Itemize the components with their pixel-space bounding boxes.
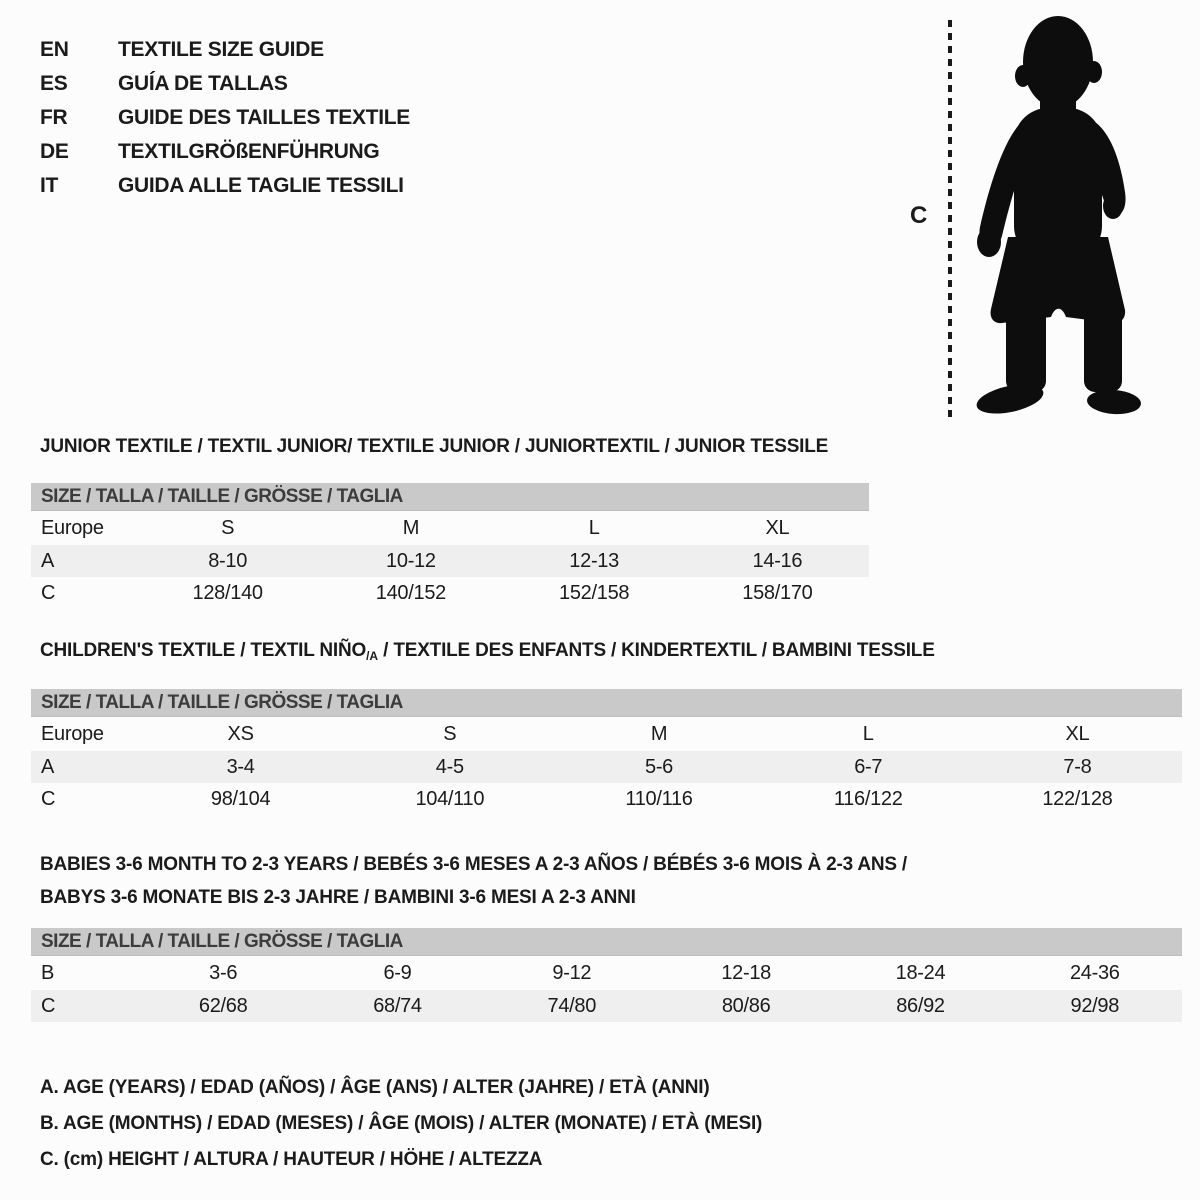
language-title: TEXTILGRÖßENFÜHRUNG: [118, 140, 380, 163]
row-label: B: [41, 961, 55, 984]
language-title: GUIDE DES TAILLES TEXTILE: [118, 106, 410, 129]
language-code: DE: [40, 140, 69, 163]
baby-leg-right: [1084, 292, 1122, 392]
table-row: [31, 990, 1182, 1022]
cell-value: S: [443, 722, 457, 745]
height-measure-dashed-line: [948, 20, 952, 417]
cell-value: 8-10: [208, 549, 248, 572]
cell-value: 86/92: [896, 994, 945, 1017]
junior-size-table: [31, 483, 869, 609]
table-row: [31, 717, 1182, 751]
cell-value: L: [862, 722, 874, 745]
cell-value: 80/86: [721, 994, 771, 1017]
baby-silhouette: [962, 12, 1147, 422]
language-title: GUÍA DE TALLAS: [118, 72, 288, 95]
cell-value: 3-6: [209, 961, 238, 984]
cell-value: 24-36: [1069, 961, 1120, 984]
cell-value: 140/152: [375, 581, 446, 604]
cell-value: 128/140: [192, 581, 263, 604]
cell-value: 6-7: [854, 755, 883, 778]
language-code: EN: [40, 38, 69, 61]
babies-section-heading: [40, 848, 907, 914]
cell-value: 4-5: [435, 755, 464, 778]
footnote-line-c: C. (cm) HEIGHT / ALTURA / HAUTEUR / HÖHE / ALTEZZA: [40, 1149, 543, 1170]
table-row: [31, 956, 1182, 990]
language-code: FR: [40, 106, 68, 129]
language-title: GUIDA ALLE TAGLIE TESSILI: [118, 174, 404, 197]
cell-value: M: [650, 722, 668, 745]
junior-size-header: SIZE / TALLA / TAILLE / GRÖSSE / TAGLIA: [31, 483, 869, 511]
junior-table-body: [31, 511, 869, 609]
cell-value: XL: [1065, 722, 1090, 745]
cell-value: 6-9: [383, 961, 412, 984]
children-heading-text: CHILDREN'S TEXTILE / TEXTIL NIÑO: [40, 640, 367, 661]
cell-value: 116/122: [833, 787, 903, 810]
baby-ear-left: [1015, 65, 1031, 87]
cell-value: XL: [765, 516, 790, 539]
babies-heading-line2: BABYS 3-6 MONATE BIS 2-3 JAHRE / BAMBINI 3-6 MESI A 2-3 ANNI: [40, 887, 636, 908]
cell-value: XS: [227, 722, 254, 745]
baby-leg-left: [1006, 292, 1046, 392]
children-heading-subscript: /A: [366, 649, 379, 663]
cell-value: 92/98: [1070, 994, 1120, 1017]
babies-table-body: [31, 956, 1182, 1022]
cell-value: 18-24: [895, 961, 946, 984]
babies-size-header: SIZE / TALLA / TAILLE / GRÖSSE / TAGLIA: [31, 928, 1182, 956]
cell-value: M: [402, 516, 420, 539]
cell-value: 98/104: [210, 787, 271, 810]
footnote-line-a: A. AGE (YEARS) / EDAD (AÑOS) / ÂGE (ANS) / ALTER (JAHRE) / ETÀ (ANNI): [40, 1077, 710, 1098]
cell-value: 5-6: [645, 755, 674, 778]
language-code: ES: [40, 72, 68, 95]
row-label: A: [41, 755, 55, 778]
cell-value: 152/158: [559, 581, 630, 604]
row-label: A: [41, 549, 55, 572]
babies-heading-line1: BABIES 3-6 MONTH TO 2-3 YEARS / BEBÉS 3-6 MESES A 2-3 AÑOS / BÉBÉS 3-6 MOIS À 2-3 ANS /: [40, 854, 908, 875]
cell-value: 3-4: [226, 755, 255, 778]
baby-hand-right: [1103, 193, 1123, 219]
cell-value: 10-12: [386, 549, 436, 572]
cell-value: 7-8: [1063, 755, 1092, 778]
table-row: [31, 511, 869, 545]
row-label: Europe: [41, 722, 104, 745]
cell-value: 68/74: [373, 994, 422, 1017]
junior-section-heading: JUNIOR TEXTILE / TEXTIL JUNIOR/ TEXTILE JUNIOR / JUNIORTEXTIL / JUNIOR TESSILE: [40, 436, 829, 457]
babies-size-table: [31, 928, 1182, 1022]
language-code: IT: [40, 174, 59, 197]
language-row: [40, 135, 410, 169]
language-title-list: [40, 33, 410, 203]
cell-value: 74/80: [547, 994, 597, 1017]
language-row: [40, 67, 410, 101]
baby-foot-right: [1086, 388, 1142, 416]
cell-value: 12-13: [569, 549, 619, 572]
children-table-body: [31, 717, 1182, 815]
children-size-header: SIZE / TALLA / TAILLE / GRÖSSE / TAGLIA: [31, 689, 1182, 717]
table-row: [31, 577, 869, 609]
children-heading-text: / TEXTILE DES ENFANTS / KINDERTEXTIL / BAMBINI TESSILE: [378, 640, 935, 661]
language-row: [40, 169, 410, 203]
cell-value: 104/110: [415, 787, 485, 810]
cell-value: 110/116: [625, 787, 693, 810]
row-label: C: [41, 581, 56, 604]
cell-value: 62/68: [198, 994, 248, 1017]
footnote-list: [40, 1070, 762, 1178]
cell-value: 9-12: [552, 961, 592, 984]
table-row: [31, 783, 1182, 815]
cell-value: 14-16: [752, 549, 803, 572]
cell-value: L: [588, 516, 600, 539]
cell-value: S: [221, 516, 235, 539]
baby-hand-left: [977, 227, 1001, 257]
language-row: [40, 101, 410, 135]
baby-ear-right: [1086, 61, 1102, 83]
row-label: C: [41, 787, 56, 810]
table-row: [31, 545, 869, 577]
cell-value: 122/128: [1042, 787, 1113, 810]
row-label: Europe: [41, 516, 104, 539]
height-measure-label: C: [910, 202, 928, 229]
language-row: [40, 33, 410, 67]
children-size-table: [31, 689, 1182, 815]
cell-value: 12-18: [721, 961, 771, 984]
footnote-line-b: B. AGE (MONTHS) / EDAD (MESES) / ÂGE (MOIS) / ALTER (MONATE) / ETÀ (MESI): [40, 1113, 763, 1134]
language-title: TEXTILE SIZE GUIDE: [118, 38, 324, 61]
row-label: C: [41, 994, 56, 1017]
table-row: [31, 751, 1182, 783]
cell-value: 158/170: [742, 581, 813, 604]
children-section-heading: [40, 640, 935, 663]
